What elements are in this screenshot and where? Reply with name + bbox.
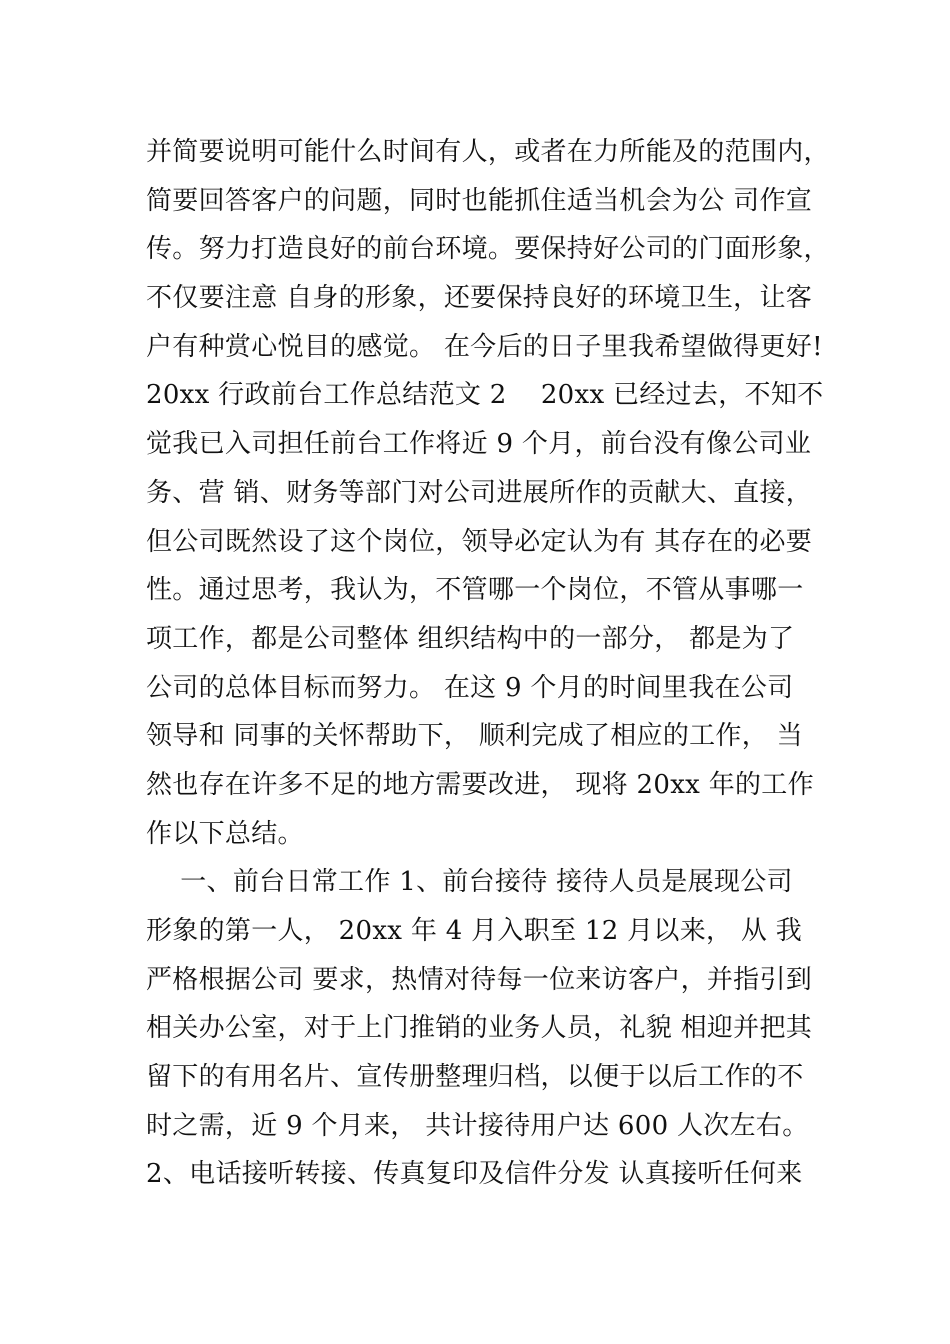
text-line: 并简要说明可能什么时间有人，或者在力所能及的范围内， xyxy=(146,137,830,167)
text-line: 20xx 行政前台工作总结范文 2 20xx 已经过去，不知不 xyxy=(146,380,824,411)
text-line: 简要回答客户的问题，同时也能抓住适当机会为公 司作宣 xyxy=(146,185,813,216)
text-line: 相关办公室，对于上门推销的业务人员，礼貌 相迎并把其 xyxy=(146,1013,813,1044)
text-line: 户有种赏心悦目的感觉。 在今后的日子里我希望做得更好! xyxy=(146,331,823,362)
text-line: 不仅要注意 自身的形象，还要保持良好的环境卫生，让客 xyxy=(146,283,813,314)
text-line: 传。努力打造良好的前台环境。要保持好公司的门面形象， xyxy=(146,234,830,265)
text-line: 时之需，近 9 个月来， 共计接待用户达 600 人次左右。 xyxy=(146,1110,809,1141)
paragraph-start-line: 一、前台日常工作 1、前台接待 接待人员是展现公司 xyxy=(146,867,793,898)
text-line: 严格根据公司 要求，热情对待每一位来访客户，并指引到 xyxy=(146,964,813,995)
text-line: 项工作，都是公司整体 组织结构中的一部分， 都是为了 xyxy=(146,623,795,654)
text-line: 公司的总体目标而努力。 在这 9 个月的时间里我在公司 xyxy=(146,672,794,703)
text-line: 留下的有用名片、宣传册整理归档，以便于以后工作的不 xyxy=(146,1062,804,1093)
body-text xyxy=(146,128,830,1199)
text-line: 务、营 销、财务等部门对公司进展所作的贡献大、直接， xyxy=(146,477,813,508)
text-line: 性。通过思考，我认为，不管哪一个岗位，不管从事哪一 xyxy=(146,575,804,606)
text-line: 形象的第一人， 20xx 年 4 月入职至 12 月以来， 从 我 xyxy=(146,916,803,946)
text-line: 2、电话接听转接、传真复印及信件分发 认真接听任何来 xyxy=(146,1159,803,1190)
text-line: 然也存在许多不足的地方需要改进， 现将 20xx 年的工作 xyxy=(146,769,814,800)
text-line: 作以下总结。 xyxy=(146,818,304,849)
text-line: 领导和 同事的关怀帮助下， 顺利完成了相应的工作， 当 xyxy=(146,721,803,752)
text-line: 但公司既然设了这个岗位，领导必定认为有 其存在的必要 xyxy=(146,526,813,557)
text-line: 觉我已入司担任前台工作将近 9 个月，前台没有像公司业 xyxy=(146,429,812,460)
